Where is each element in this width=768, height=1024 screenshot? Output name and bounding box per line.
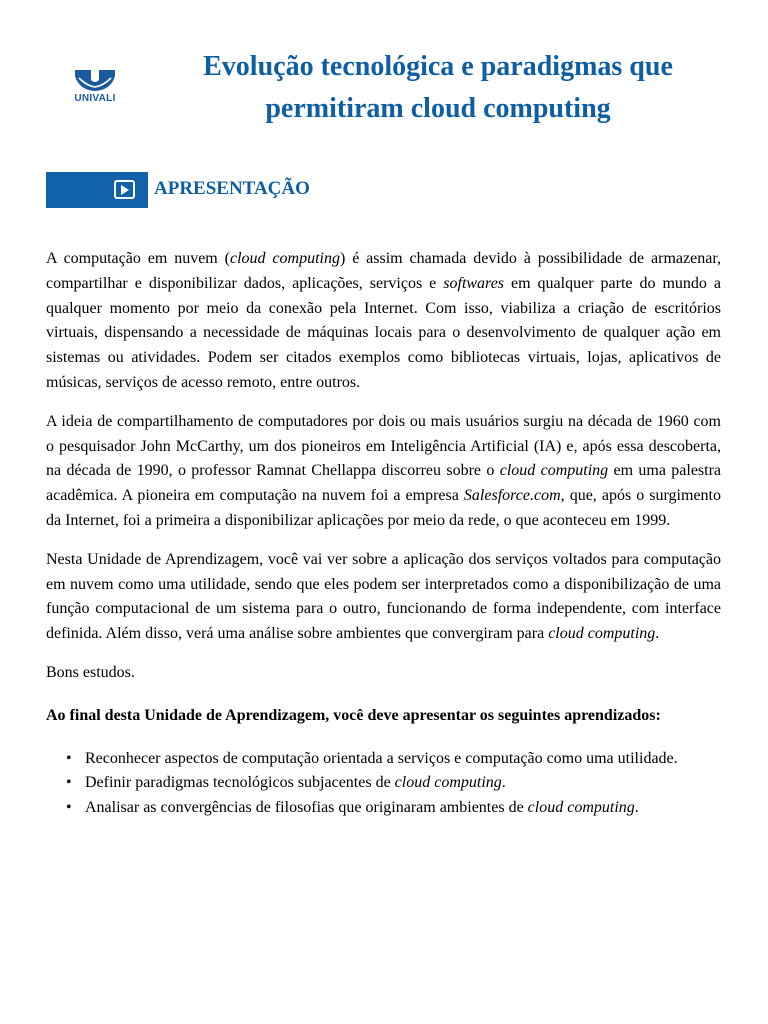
text-run: , que, após o surgimento da Internet, foi a primeira a disponibilizar aplicações por meio da rede, o que aconteceu em 1999.: [46, 487, 721, 529]
goals-heading: Ao final desta Unidade de Aprendizagem, você deve apresentar os seguintes aprendizados:: [46, 706, 661, 724]
text-run: .: [634, 799, 639, 817]
text-run: em qualquer parte do mundo a qualquer momento por meio da conexão pela Internet. Com isso, viabiliza a criação de escritórios virtuais, dispensando a necessidade de máquinas locais para o desenvolvimento de qualquer ação em sistemas ou atividades. Podem ser citados exemplos como bibliotecas virtuais, lojas, aplicativos de músicas, serviços de acesso remoto, entre outros.: [46, 274, 722, 391]
text-run: Nesta Unidade de Aprendizagem, você vai ver sobre a aplicação dos serviços voltados para computação em nuvem como uma utilidade, sendo que eles podem ser interpretados como a disponibilização de uma função computacional de um sistema para o outro, funcionando de forma independente, com interface definida. Além disso, verá uma análise sobre ambientes que convergiram para: [46, 550, 721, 643]
goals-list: [46, 747, 721, 821]
text-run: A computação em nuvem (: [46, 250, 230, 267]
goal-text: [85, 799, 639, 816]
text-run: em uma palestra acadêmica. A pioneira em computação na nuvem foi a empresa: [46, 462, 722, 505]
italic-term: Salesforce.com: [463, 487, 561, 505]
univali-logo: [66, 68, 124, 104]
goal-item: [46, 747, 721, 772]
text-run: .: [501, 774, 506, 792]
play-icon: [114, 180, 135, 199]
text-run: A ideia de compartilhamento de computadores por dois ou mais usuários surgiu na década de 1960 com o pesquisador John McCarthy, um dos pioneiros em Inteligência Artificial (IA) e, após essa descoberta, na década de 1990, o professor Ramnat Chellappa discorreu sobre o: [46, 412, 721, 480]
bullet-icon: •: [66, 749, 72, 767]
text-run: Bons estudos.: [46, 663, 135, 681]
italic-term: cloud computing: [229, 250, 340, 267]
section-banner: [46, 172, 148, 208]
section-title: APRESENTAÇÃO: [154, 178, 310, 199]
unit-paragraph: [46, 548, 721, 647]
goal-item: [46, 771, 721, 796]
bullet-icon: •: [66, 774, 72, 792]
goal-text: [85, 750, 678, 767]
logo-text: UNIVALI: [74, 93, 116, 104]
italic-term: cloud computing: [499, 462, 609, 480]
text-run: ) é assim chamada devido à possibilidade de armazenar, compartilhar e disponibilizar dados, aplicações, serviços e: [46, 250, 722, 292]
univali-logo-icon: [73, 68, 117, 92]
italic-term: cloud computing: [527, 799, 635, 817]
text-run: Definir paradigmas tecnológicos subjacentes de: [85, 774, 395, 792]
history-paragraph: [46, 410, 721, 534]
greeting-paragraph: [46, 661, 721, 686]
text-run: Reconhecer aspectos de computação orientada a serviços e computação como uma utilidade.: [85, 749, 678, 767]
italic-term: softwares: [443, 274, 505, 292]
goal-item: [46, 796, 721, 821]
text-run: .: [655, 625, 660, 643]
intro-paragraph: [46, 247, 721, 396]
goal-text: [85, 774, 506, 791]
page-title: Evolução tecnológica e paradigmas que permitiram cloud computing: [203, 51, 673, 124]
text-run: Analisar as convergências de filosofias que originaram ambientes de: [85, 799, 528, 817]
main-content: [46, 247, 721, 821]
italic-term: cloud computing: [548, 625, 656, 643]
bullet-icon: •: [66, 799, 72, 817]
italic-term: cloud computing: [394, 774, 502, 792]
